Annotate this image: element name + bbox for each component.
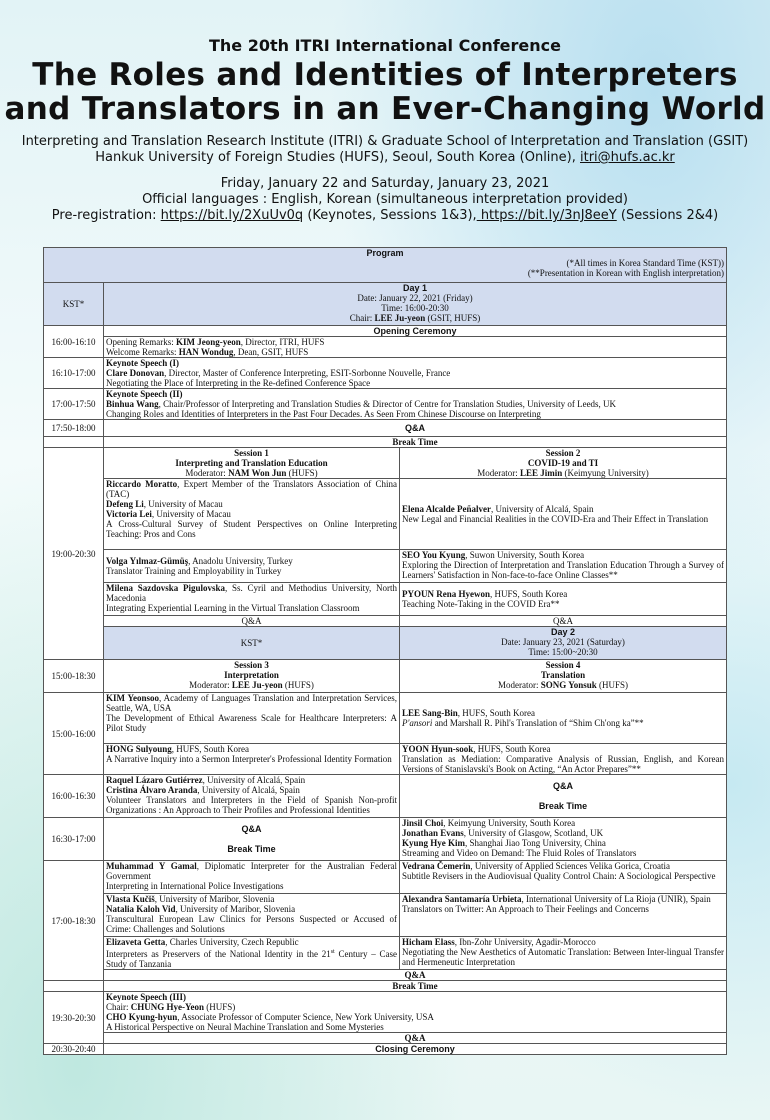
session-3-title: Interpretation [224,670,279,680]
s2-talk2-author: SEO You Kyung, Suwon University, South Korea [402,550,585,560]
session-1-2-talk-3-row [44,583,727,616]
s2-talk1-author: Elena Alcalde Peñalver, University of Alcalá, Spain [402,504,594,514]
kst-label-day2: KST* [104,627,400,660]
s3-talk2-author: HONG Sulyoung, HUFS, South Korea [106,744,250,754]
day1-chair [106,313,724,323]
s2-talk2-title: Exploring the Direction of Interpretation and Translation Education Through a Survey of Learners' Satisfaction in Non-face-to-face Online Classes** [402,560,725,580]
session-1-2-talk-2-row [44,550,727,583]
s2-talk3-title: Teaching Note-Taking in the COVID Era** [402,599,560,609]
conference-dates: Friday, January 22 and Saturday, January 23, 2021 [220,176,550,191]
keynote-2-speaker: Binhua Wang, Chair/Professor of Interpreting and Translation Studies & Director of Centre for Translation Studies, University of Leeds, UK [106,399,617,409]
email-link[interactable]: itri@hufs.ac.kr [580,150,675,165]
day1-break-row [44,437,727,448]
kst-label: KST* [44,283,104,326]
keynote-1-row [44,358,727,389]
time-17-00-18-30: 17:00-18:30 [44,861,104,981]
s3-talk5-author-1: Vlasta Kučiš, University of Maribor, Slovenia [106,894,275,904]
day1-time: Time: 16:00-20:30 [381,303,449,313]
keynote-1-talk: Negotiating the Place of Interpreting in the Re-defined Conference Space [106,378,371,388]
s1-talk2-author: Volga Yılmaz-Gümüş, Anadolu University, Turkey [106,556,293,566]
s4-talk1-title: P'ansori and Marshall R. Pihl's Translation of “Shim Ch'ong ka”** [402,718,644,728]
s4-talk5-title: Translators on Twitter: An Approach to Their Feelings and Concerns [402,904,649,914]
s4-talk3-author-1: Jinsil Choi, Keimyung University, South Korea [402,818,576,828]
day2-label: Day 2 [550,627,576,637]
day1-qa: Q&A [104,420,727,437]
day1-label: Day 1 [402,283,428,293]
program-table [43,247,727,1055]
title-line-1: The Roles and Identities of Interpreters [32,57,738,93]
session-3-4-talk-5-row [44,861,727,894]
s3-talk3-author-2: Cristina Álvaro Aranda, University of Alcalá, Spain [106,785,300,795]
opening-remarks: Opening Remarks: KIM Jeong-yeon, Director, ITRI, HUFS [106,337,325,347]
s3-talk3-title: Volunteer Translators and Interpreters in the Field of Spanish Non-profit Organizations : An Approach to Their Profiles and Professional Identities [106,795,397,815]
session-3-label: Session 3 [234,660,269,670]
s3-talk5-author-2: Natalia Kaloh Vid, University of Maribor, Slovenia [106,904,296,914]
session-3-4-talk-1-row [44,693,727,744]
day2-sessions-qa: Q&A [104,970,727,981]
s4-talk3-author-3: Kyung Hye Kim, Shanghai Jiao Tong University, China [402,838,606,848]
session-3-4-talk-7-row [44,937,727,970]
session-4-title: Translation [540,670,586,680]
opening-ceremony-row [44,326,727,337]
day1-qa-row [44,420,727,437]
day1-date: Date: January 22, 2021 (Friday) [357,293,473,303]
program-note-kst: (*All times in Korea Standard Time (KST)) [566,258,725,268]
time-17-00: 17:00-17:50 [44,389,104,420]
time-16-00-16-30: 16:00-16:30 [44,775,104,818]
s1-talk1-authors: Riccardo Moratto, Expert Member of the Translators Association of China (TAC) [106,479,397,499]
pre-registration [0,208,770,224]
session-4-moderator: Moderator: SONG Yonsuk (HUFS) [498,680,628,690]
s4-talk2-title: Translation as Mediation: Comparative Analysis of Russian, English, and Korean Versions of Stanislavski's Book on Acting, “An Actor Prepares”** [402,754,725,774]
s1-talk3-author: Milena Sazdovska Pigulovska, Ss. Cyril and Methodius University, North Macedonia [106,583,397,603]
session-1-2-qa-row [44,616,727,627]
s3-talk2-title: A Narrative Inquiry into a Sermon Interpreter's Professional Identity Formation [106,754,392,764]
keynote-3-qa-row [44,1033,727,1044]
session-2-label: Session 2 [545,448,581,458]
prereg-text-1: (Keynotes, Sessions 1&3), [303,208,477,223]
s4-talk3-author-2: Jonathan Evans, University of Glasgow, Scotland, UK [402,828,604,838]
organizers: Interpreting and Translation Research Institute (ITRI) & Graduate School of Interpretation and Translation (GSIT) [21,134,749,149]
keynote-3-chair: Chair: CHUNG Hye-Yeon (HUFS) [106,1002,236,1012]
s3-talk1-title: The Development of Ethical Awareness Scale for Healthcare Interpreters: A Pilot Study [106,713,397,733]
keynote-2-talk: Changing Roles and Identities of Interpreters in the Past Four Decades. As Seen From Chinese Discourse on Interpreting [106,409,541,419]
day2-break-row [44,981,727,992]
session-4-break: Break Time [538,801,588,811]
keynote-3-talk: A Historical Perspective on Neural Machine Translation and Some Mysteries [106,1022,384,1032]
s4-talk4-title: Subtitle Revisers in the Audiovisual Quality Control Chain: A Sociological Perspective [402,871,716,881]
program-title: Program [366,248,404,258]
s1-talk2-title: Translator Training and Employability in Turkey [106,566,282,576]
day2-header-row [44,627,727,660]
program-note-korean: (**Presentation in Korean with English interpretation) [527,268,725,278]
session-2-moderator: Moderator: LEE Jimin (Keimyung University) [477,468,649,478]
session-3-4-talk-4-row [44,818,727,861]
s4-talk3-title: Streaming and Video on Demand: The Fluid Roles of Translators [402,848,637,858]
time-16-10: 16:10-17:00 [44,358,104,389]
s1-talk3-title: Integrating Experiential Learning in the Virtual Translation Classroom [106,603,360,613]
keynote-3-qa: Q&A [104,1033,727,1044]
conference-title [0,58,770,126]
time-20-30: 20:30-20:40 [44,1044,104,1055]
day2-sessions-qa-row [44,970,727,981]
keynote-3-speaker: CHO Kyung-hyun, Associate Professor of Computer Science, New York University, USA [106,1012,434,1022]
s4-talk6-title: Negotiating the New Aesthetics of Automatic Translation: Between Inter-lingual Transfer and Hermeneutic Interpretation [402,947,725,967]
welcome-remarks: Welcome Remarks: HAN Wondug, Dean, GSIT, HUFS [106,347,309,357]
s4-talk4-author: Vedrana Čemerin, University of Applied Sciences Velika Gorica, Croatia [402,861,670,871]
s3-talk4-author: Muhammad Y Gamal, Diplomatic Interpreter for the Australian Federal Government [106,861,397,881]
day1-header-row [44,283,727,326]
chair-label: Chair: [349,313,375,323]
s3-talk3-author-1: Raquel Lázaro Gutiérrez, University of Alcalá, Spain [106,775,306,785]
keynote-1-title: Keynote Speech (I) [106,358,179,368]
session-3-4-talk-3-row [44,775,727,818]
prereg-link-2[interactable]: https://bit.ly/3nJ8eeY [476,208,617,223]
session-1-moderator: Moderator: NAM Won Jun (HUFS) [185,468,318,478]
s3-talk5-title: Transcultural European Law Clinics for Persons Suspected or Accused of Crime: Challenges and Solutions [106,914,397,934]
keynote-2-title: Keynote Speech (II) [106,389,183,399]
opening-remarks-row [44,337,727,358]
s1-talk1-title: A Cross-Cultural Survey of Student Perspectives on Online Interpreting Teaching: Pros and Cons [106,519,397,539]
day2-time: Time: 15:00~20:30 [528,647,598,657]
chair-affiliation: (GSIT, HUFS) [425,313,481,323]
day2-date: Date: January 23, 2021 (Saturday) [501,637,625,647]
keynote-1-speaker: Clare Donovan, Director, Master of Conference Interpreting, ESIT-Sorbonne Nouvelle, France [106,368,451,378]
closing-ceremony: Closing Ceremony [104,1044,727,1055]
session-3-4-talk-2-row [44,744,727,775]
session-2-title: COVID-19 and TI [527,458,599,468]
session-4-qa: Q&A [553,781,573,791]
s4-talk1-author: LEE Sang-Bin, HUFS, South Korea [402,708,536,718]
time-15-00: 15:00-18:30 [44,660,104,693]
s2-talk1-title: New Legal and Financial Realities in the COVID-Era and Their Effect in Translation [402,514,709,524]
session-1-2-talk-1-row: Riccardo Moratto, Expert Member of the Translators Association of China (TAC) Defeng Li, University of Macau Victoria Lei, University of Macau A Cross-Cultural Survey of Student Perspectives on Online Interpreting Teaching: Pros and Cons Elena Alcalde Peñalver, University of Alcalá, Spain New Legal and Financial Realities in the COVID-Era and Their Effect in Translation [44,479,727,550]
s4-talk2-author: YOON Hyun-sook, HUFS, South Korea [402,744,551,754]
official-languages: Official languages : English, Korean (simultaneous interpretation provided) [142,192,628,207]
session-3-4-talk-6-row [44,894,727,937]
time-19-30: 19:30-20:30 [44,992,104,1044]
session-1-title: Interpreting and Translation Education [175,458,328,468]
time-16-00: 16:00-16:10 [44,326,104,358]
session-3-qa: Q&A [241,824,262,834]
time-15-00-16-00: 15:00-16:00 [44,693,104,775]
s4-talk6-author: Hicham Elass, Ibn-Zohr University, Agadir-Morocco [402,937,596,947]
session-3-moderator: Moderator: LEE Ju-yeon (HUFS) [189,680,314,690]
prereg-link-1[interactable]: https://bit.ly/2XuUv0q [160,208,304,223]
s4-talk5-author: Alexandra Santamaría Urbieta, International University of La Rioja (UNIR), Spain [402,894,711,904]
s3-talk4-title: Interpreting in International Police Investigations [106,881,284,891]
opening-ceremony-title: Opening Ceremony [104,326,727,337]
keynote-2-row [44,389,727,420]
day1-break: Break Time [104,437,727,448]
s3-talk6-title: Interpreters as Preservers of the National Identity in the 21st Century – Case Study of Tanzania [106,949,397,969]
conference-edition: The 20th ITRI International Conference [208,36,561,55]
prereg-label: Pre-registration: [51,208,161,223]
time-17-50: 17:50-18:00 [44,420,104,437]
day2-break: Break Time [104,981,727,992]
session-3-break: Break Time [227,844,276,854]
s3-talk1-author: KIM Yeonsoo, Academy of Languages Translation and Interpretation Services, Seattle, WA, USA [106,693,397,713]
s2-talk3-author: PYOUN Rena Hyewon, HUFS, South Korea [402,589,568,599]
time-16-30-17-00: 16:30-17:00 [44,818,104,861]
program-header-row [44,248,727,283]
session-1-2-header-row [44,448,727,479]
session-1-qa: Q&A [104,616,400,627]
time-19-00: 19:00-20:30 [44,448,104,660]
session-1-label: Session 1 [234,448,269,458]
keynote-3-row [44,992,727,1033]
chair-name: LEE Ju-yeon [374,313,426,323]
title-line-2: and Translators in an Ever-Changing World [4,91,766,127]
s3-talk6-author: Elizaveta Getta, Charles University, Czech Republic [106,937,299,947]
closing-ceremony-row [44,1044,727,1055]
university: Hankuk University of Foreign Studies (HUFS), Seoul, South Korea (Online), [95,150,580,165]
session-2-qa: Q&A [400,616,727,627]
prereg-text-2: (Sessions 2&4) [616,208,719,223]
university-line [0,150,770,166]
session-3-4-header-row [44,660,727,693]
keynote-3-title: Keynote Speech (III) [106,992,186,1002]
session-4-label: Session 4 [545,660,581,670]
